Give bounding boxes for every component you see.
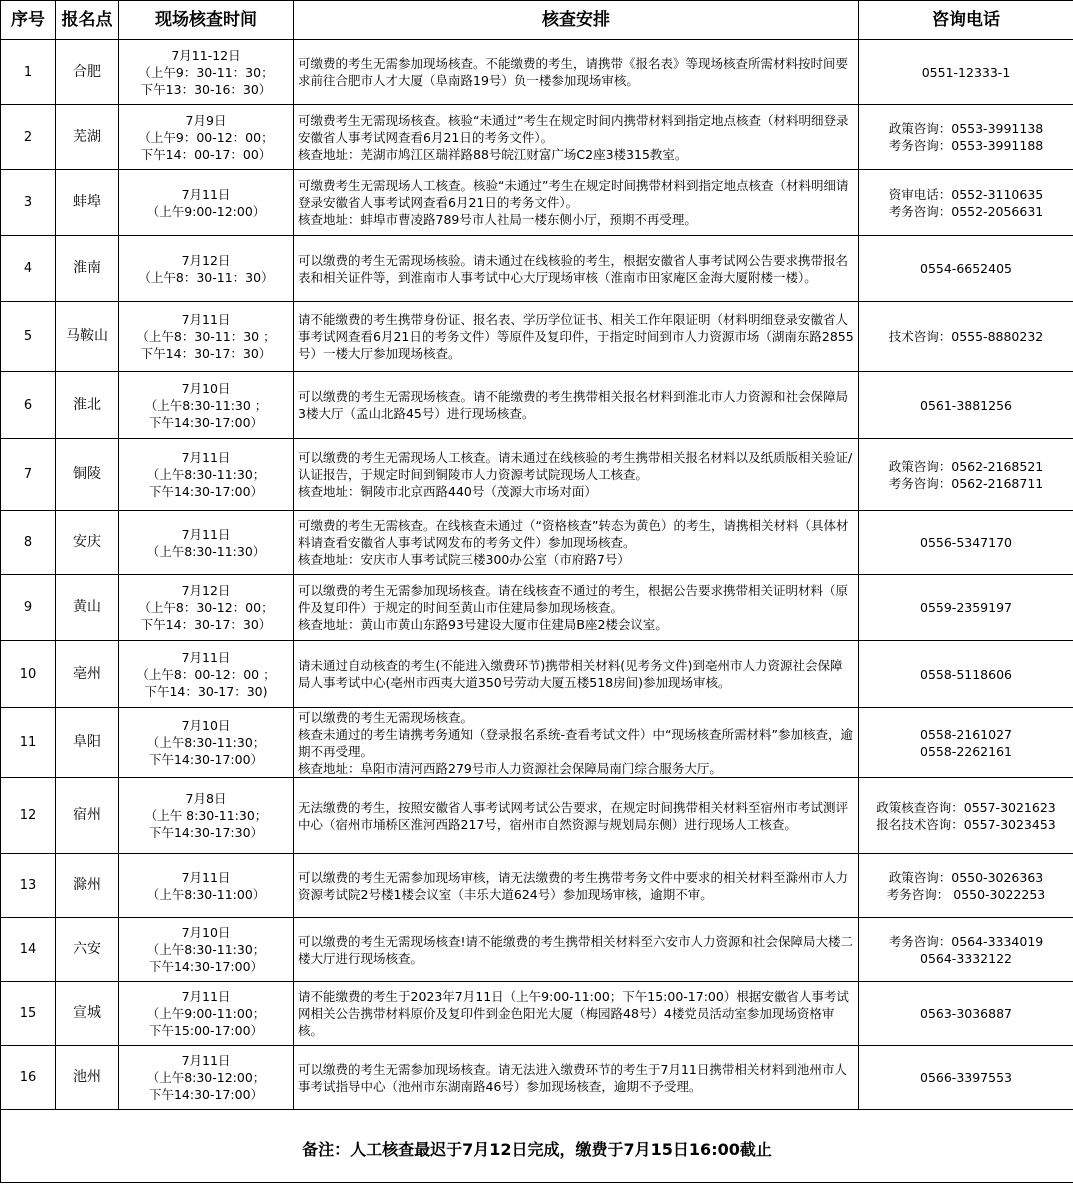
row-time [119,372,294,439]
arrangement-line: 可以缴费的考生无需参加现场核查。请无法进入缴费环节的考生于7月11日携带相关材料到池州市人事考试指导中心（池州市东湖南路46号）参加现场核查，逾期不予受理。 [298,1061,847,1094]
time-line: （上午8:30-11:30） [146,543,266,559]
header-site: 报名点 [56,1,119,40]
header-no: 序号 [1,1,56,40]
row-arrangement [294,236,859,302]
phone-line: 0551-12333-1 [921,64,1011,80]
phone-line: 考务咨询：0553-3991188 [888,138,1044,153]
row-phone [859,982,1073,1046]
row-number: 4 [1,236,56,302]
table-row [1,982,1073,1046]
arrangement-line: 核查地址：黄山市黄山东路93号建设大厦市住建局B座2楼会议室。 [298,617,668,632]
time-line: 下午14:30-17:00） [148,484,264,499]
phone-line: 0558-2161027 [920,726,1012,742]
arrangement-line: 可以缴费的考生无需现场核查。 [298,709,474,725]
row-time [119,641,294,708]
table-row [1,170,1073,236]
row-time [119,439,294,511]
time-line: 7月8日 [185,791,227,806]
time-line: 7月12日 [181,252,231,268]
table-row [1,372,1073,439]
row-number: 6 [1,372,56,439]
row-number: 1 [1,40,56,105]
row-time [119,918,294,982]
time-line: （上午9:00-12:00） [146,203,266,219]
time-line: 下午14：30-17：30) [144,683,268,699]
row-arrangement [294,372,859,439]
time-line: 下午14:30-17:00） [148,1087,264,1102]
phone-line: 0559-2359197 [920,600,1012,615]
time-line: 7月11日 [181,1053,231,1068]
phone-line: 考务咨询：0562-2168711 [888,475,1044,491]
row-phone [859,236,1073,302]
row-arrangement [294,40,859,105]
table-row [1,1046,1073,1110]
row-arrangement [294,854,859,918]
phone-line: 0566-3397553 [920,1070,1012,1085]
time-line: （上午8：30-11：30 ； [136,329,276,344]
phone-line: 政策咨询：0553-3991138 [888,121,1044,136]
arrangement-line: 核查地址：蚌埠市曹凌路789号市人社局一楼东侧小厅，预期不再受理。 [298,212,697,227]
row-number: 5 [1,302,56,372]
row-arrangement [294,1046,859,1110]
row-time [119,302,294,372]
phone-line: 0563-3036887 [920,1006,1012,1021]
time-line: 7月10日 [181,925,231,940]
arrangement-line: 请不能缴费的考生于2023年7月11日（上午9:00-11:00；下午15:00-17:00）根据安徽省人事考试网相关公告携带材料原价及复印件到金色阳光大厦（梅园路48号）4楼党员活动室参加现场资格审核。 [298,989,849,1038]
row-number: 3 [1,170,56,236]
arrangement-line: 核查地址：阜阳市清河西路279号市人力资源社会保障局南门综合服务大厅。 [298,760,722,776]
row-site: 阜阳 [56,708,119,778]
row-site: 六安 [56,918,119,982]
note-text: 备注：人工核查最迟于7月12日完成，缴费于7月15日16:00截止 [1,1110,1073,1183]
row-number: 9 [1,575,56,641]
row-phone [859,778,1073,854]
header-row [1,1,1073,40]
row-phone [859,372,1073,439]
table-row [1,302,1073,372]
time-line: 7月11日 [181,186,231,202]
arrangement-line: 核查地址：安庆市人事考试院三楼300办公室（市府路7号） [298,552,630,567]
row-arrangement [294,982,859,1046]
arrangement-line: 可以缴费的考生无需现场人工核查。请未通过在线核验的考生携带相关报名材料以及纸质版相关验证/认证报告，于规定时间到铜陵市人力资源考试院现场人工核查。 [298,450,853,482]
row-number: 7 [1,439,56,511]
time-line: 下午13：30-16：30） [140,81,272,97]
row-time [119,575,294,641]
row-arrangement [294,575,859,641]
time-line: （上午9：00-12：00； [138,129,274,145]
arrangement-line: 可缴费的考生无需核查。在线核查未通过（“资格核查”转态为黄色）的考生，请携相关材料（具体材料请查看安徽省人事考试网发布的考务文件）参加现场核查。 [298,518,849,550]
note-row [1,1110,1073,1183]
time-line: 下午15:00-17:00） [148,1023,264,1038]
table-row [1,236,1073,302]
row-time [119,854,294,918]
row-time [119,778,294,854]
time-line: （上午8：30-12：00； [138,600,274,615]
time-line: （上午 8:30-11:30； [144,808,268,823]
arrangement-line: 可缴费的考生无需参加现场核查。不能缴费的考生，请携带《报名表》等现场核查所需材料按时间要求前往合肥市人才大厦（阜南路19号）负一楼参加现场审核。 [298,56,849,88]
time-line: （上午9:00-11:00； [146,1006,266,1021]
row-phone [859,511,1073,575]
arrangement-line: 可以缴费的考生无需现场核查。请不能缴费的考生携带相关报名材料到淮北市人力资源和社会保障局3楼大厅（孟山北路45号）进行现场核查。 [298,389,849,421]
phone-line: 政策咨询：0550-3026363 [888,869,1044,885]
row-phone [859,918,1073,982]
time-line: 下午14:30-17:00） [148,959,264,974]
arrangement-line: 可以缴费的考生无需现场核查!请不能缴费的考生携带相关材料至六安市人力资源和社会保障局大楼二楼大厅进行现场核查。 [298,933,854,966]
row-phone [859,575,1073,641]
row-number: 13 [1,854,56,918]
header-time: 现场核查时间 [119,1,294,40]
table-body [1,40,1073,1110]
time-line: （上午8：30-11：30） [138,269,274,285]
row-phone [859,40,1073,105]
row-number: 12 [1,778,56,854]
table-row [1,439,1073,511]
phone-line: 0564-3332122 [920,950,1012,966]
row-site: 蚌埠 [56,170,119,236]
row-arrangement [294,641,859,708]
phone-line: 资审电话：0552-3110635 [888,186,1044,202]
phone-line: 政策咨询：0562-2168521 [888,458,1044,474]
time-line: （上午8:30-11:30 ； [144,397,268,413]
phone-line: 技术咨询：0555-8880232 [888,329,1044,344]
row-arrangement [294,708,859,778]
row-number: 14 [1,918,56,982]
phone-line: 政策核查咨询：0557-3021623 [876,799,1056,815]
row-arrangement [294,511,859,575]
arrangement-line: 请不能缴费的考生携带身份证、报名表、学历学位证书、相关工作年限证明（材料明细登录安徽省人事考试网查看6月21日的考务文件）等原件及复印件，于指定时间到市人力资源市场（湖南东路2855号）一楼大厅参加现场核查。 [298,312,854,361]
row-site: 亳州 [56,641,119,708]
row-number: 16 [1,1046,56,1110]
arrangement-line: 核查地址：铜陵市北京西路440号（茂源大市场对面） [298,484,597,499]
row-time [119,170,294,236]
time-line: 7月11日 [181,869,231,885]
time-line: 下午14：00-17：00） [140,146,272,162]
row-site: 安庆 [56,511,119,575]
row-phone [859,854,1073,918]
time-line: （上午8：00-12：00 ； [136,666,276,682]
row-time [119,708,294,778]
time-line: 下午14:30-17:00） [148,414,264,430]
time-line: 7月11日 [181,989,231,1004]
header-arrangement: 核查安排 [294,1,859,40]
table-row [1,708,1073,778]
time-line: （上午8:30-11:00） [146,886,266,902]
time-line: 下午14：30-17：30） [140,346,272,361]
arrangement-line: 可以缴费的考生无需参加现场核查。请在线核查不通过的考生，根据公告要求携带相关证明材料（原件及复印件）于规定的时间至黄山市住建局参加现场核查。 [298,583,849,615]
row-arrangement [294,302,859,372]
time-line: 7月11日 [181,526,231,542]
time-line: 下午14:30-17:30） [148,825,264,840]
phone-line: 考务咨询：0564-3334019 [888,933,1044,949]
row-number: 15 [1,982,56,1046]
row-number: 11 [1,708,56,778]
row-arrangement [294,439,859,511]
row-arrangement [294,918,859,982]
arrangement-line: 可以缴费的考生无需参加现场审核，请无法缴费的考生携带考务文件中要求的相关材料至滁州市人力资源考试院2号楼1楼会议室（丰乐大道624号）参加现场审核，逾期不审。 [298,869,849,902]
arrangement-line: 可以缴费的考生无需现场核验。请未通过在线核验的考生，根据安徽省人事考试网公告要求携带报名表和相关证件等，到淮南市人事考试中心大厅现场审核（淮南市田家庵区金海大厦附楼一楼）。 [298,252,849,285]
arrangement-line: 请未通过自动核查的考生(不能进入缴费环节)携带相关材料(见考务文件)到亳州市人力资源社会保障局人事考试中心(亳州市西夷大道350号劳动大厦五楼518房间)参加现场审核。 [298,658,843,690]
row-phone [859,105,1073,170]
row-phone [859,170,1073,236]
time-line: 下午14:30-17:00） [148,752,264,767]
row-time [119,511,294,575]
row-arrangement [294,105,859,170]
time-line: （上午8:30-12:00； [146,1070,266,1085]
row-site: 淮北 [56,372,119,439]
table-row [1,40,1073,105]
row-site: 合肥 [56,40,119,105]
phone-line: 0556-5347170 [920,535,1012,550]
row-number: 2 [1,105,56,170]
table-row [1,511,1073,575]
row-site: 铜陵 [56,439,119,511]
phone-line: 考务咨询：0552-2056631 [888,203,1044,219]
time-line: 7月10日 [181,718,231,733]
arrangement-line: 可缴费考生无需现场核查。核验“未通过”考生在规定时间内携带材料到指定地点核查（材料明细登录安徽省人事考试网查看6月21日的考务文件）。 [298,112,849,145]
table-row [1,575,1073,641]
row-arrangement [294,170,859,236]
row-site: 滁州 [56,854,119,918]
row-phone [859,708,1073,778]
arrangement-line: 核查地址：芜湖市鸠江区瑞祥路88号皖江财富广场C2座3楼315教室。 [298,146,688,162]
arrangement-line: 无法缴费的考生，按照安徽省人事考试网考试公告要求，在规定时间携带相关材料至宿州市考试测评中心（宿州市埇桥区淮河西路217号，宿州市自然资源与规划局东侧）进行现场人工核查。 [298,799,849,832]
time-line: 7月12日 [181,583,231,598]
row-site: 宣城 [56,982,119,1046]
arrangement-line: 核查未通过的考生请携考务通知（登录报名系统-查看考试文件）中“现场核查所需材料”参加核查，逾期不再受理。 [298,726,853,759]
table-row [1,105,1073,170]
table-row [1,854,1073,918]
phone-line: 0558-5118606 [920,666,1012,682]
time-line: 下午14：30-17：30） [140,617,272,632]
phone-line: 报名技术咨询：0557-3023453 [876,816,1056,832]
time-line: （上午8:30-11:30； [146,735,266,750]
time-line: 7月11日 [181,450,231,465]
table-row [1,641,1073,708]
table-row [1,778,1073,854]
row-number: 8 [1,511,56,575]
row-site: 马鞍山 [56,302,119,372]
time-line: 7月10日 [181,380,231,396]
row-site: 池州 [56,1046,119,1110]
phone-line: 考务咨询： 0550-3022253 [886,886,1046,902]
row-site: 黄山 [56,575,119,641]
time-line: 7月11日 [181,312,231,327]
phone-line: 0561-3881256 [920,397,1012,413]
time-line: （上午9：30-11：30； [138,64,274,80]
row-number: 10 [1,641,56,708]
time-line: 7月11-12日 [171,47,241,63]
time-line: （上午8:30-11:30； [146,467,266,482]
row-time [119,982,294,1046]
row-time [119,40,294,105]
row-phone [859,302,1073,372]
phone-line: 0554-6652405 [920,261,1012,276]
row-time [119,1046,294,1110]
row-arrangement [294,778,859,854]
time-line: 7月9日 [185,112,227,128]
row-phone [859,641,1073,708]
header-phone: 咨询电话 [859,1,1073,40]
row-site: 芜湖 [56,105,119,170]
row-site: 宿州 [56,778,119,854]
row-site: 淮南 [56,236,119,302]
table-row [1,918,1073,982]
row-time [119,105,294,170]
row-phone [859,439,1073,511]
row-time [119,236,294,302]
row-phone [859,1046,1073,1110]
time-line: 7月11日 [181,649,231,665]
phone-line: 0558-2262161 [920,743,1012,759]
arrangement-line: 可缴费考生无需现场人工核查。核验“未通过”考生在规定时间携带材料到指定地点核查（材料明细请登录安徽省人事考试网查看6月21日的考务文件）。 [298,178,849,210]
time-line: （上午8:30-11:30； [146,942,266,957]
